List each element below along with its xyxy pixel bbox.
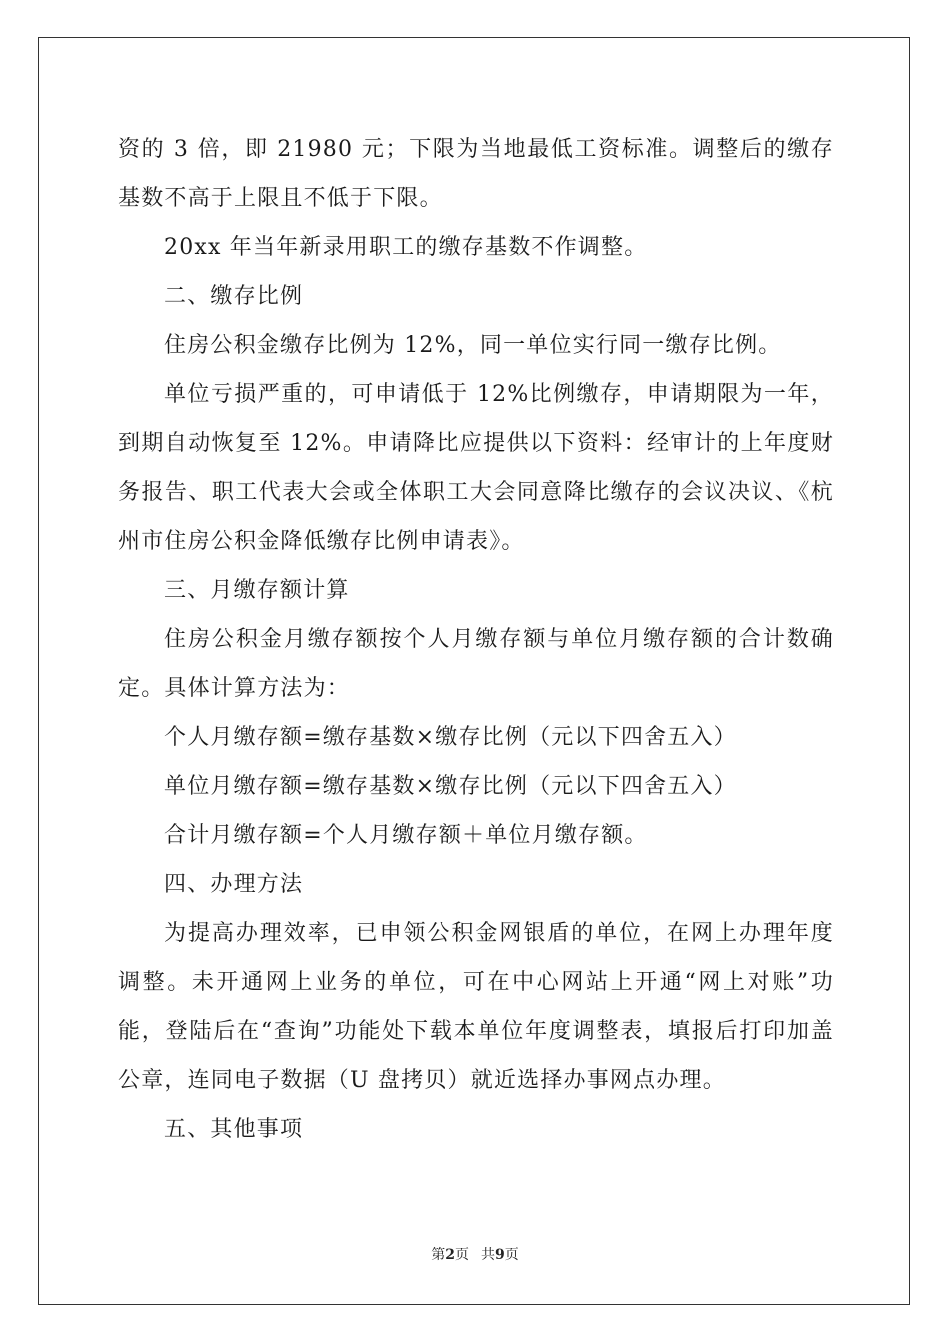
footer-total-suffix: 页: [504, 1247, 519, 1263]
section-heading: 四、办理方法: [164, 872, 304, 897]
paragraph: 20xx 年当年新录用职工的缴存基数不作调整。: [164, 235, 648, 260]
paragraph: 资的 3 倍，即 21980 元；下限为当地最低工资标准。调整后的缴存基数不高于上限且不低于下限。: [118, 137, 834, 211]
formula-line: 单位月缴存额=缴存基数×缴存比例（元以下四舍五入）: [164, 774, 737, 799]
section-heading: 三、月缴存额计算: [164, 578, 350, 603]
total-page-number: 9: [495, 1247, 505, 1263]
paragraph: 住房公积金缴存比例为 12%，同一单位实行同一缴存比例。: [164, 333, 782, 358]
paragraph: 为提高办理效率，已申领公积金网银盾的单位，在网上办理年度调整。未开通网上业务的单位，可在中心网站上开通“网上对账”功能，登陆后在“查询”功能处下载本单位年度调整表，填报后打印加盖公章，连同电子数据（U 盘拷贝）就近选择办事网点办理。: [118, 921, 834, 1093]
footer-page-suffix: 页: [455, 1247, 469, 1263]
section-heading: 二、缴存比例: [164, 284, 304, 309]
paragraph: 单位亏损严重的，可申请低于 12%比例缴存，申请期限为一年，到期自动恢复至 12%。申请降比应提供以下资料：经审计的上年度财务报告、职工代表大会或全体职工大会同意降比缴存的会议决议、《杭州市住房公积金降低缴存比例申请表》。: [118, 382, 834, 554]
footer-prefix: 第: [431, 1247, 446, 1263]
formula-line: 合计月缴存额=个人月缴存额＋单位月缴存额。: [164, 823, 648, 848]
current-page-number: 2: [445, 1247, 455, 1263]
document-body: [118, 125, 834, 1154]
page-footer: [0, 1245, 950, 1265]
section-heading: 五、其他事项: [164, 1117, 304, 1142]
formula-line: 个人月缴存额=缴存基数×缴存比例（元以下四舍五入）: [164, 725, 737, 750]
paragraph: 住房公积金月缴存额按个人月缴存额与单位月缴存额的合计数确定。具体计算方法为：: [118, 627, 834, 701]
footer-total-prefix: 共: [481, 1247, 495, 1263]
